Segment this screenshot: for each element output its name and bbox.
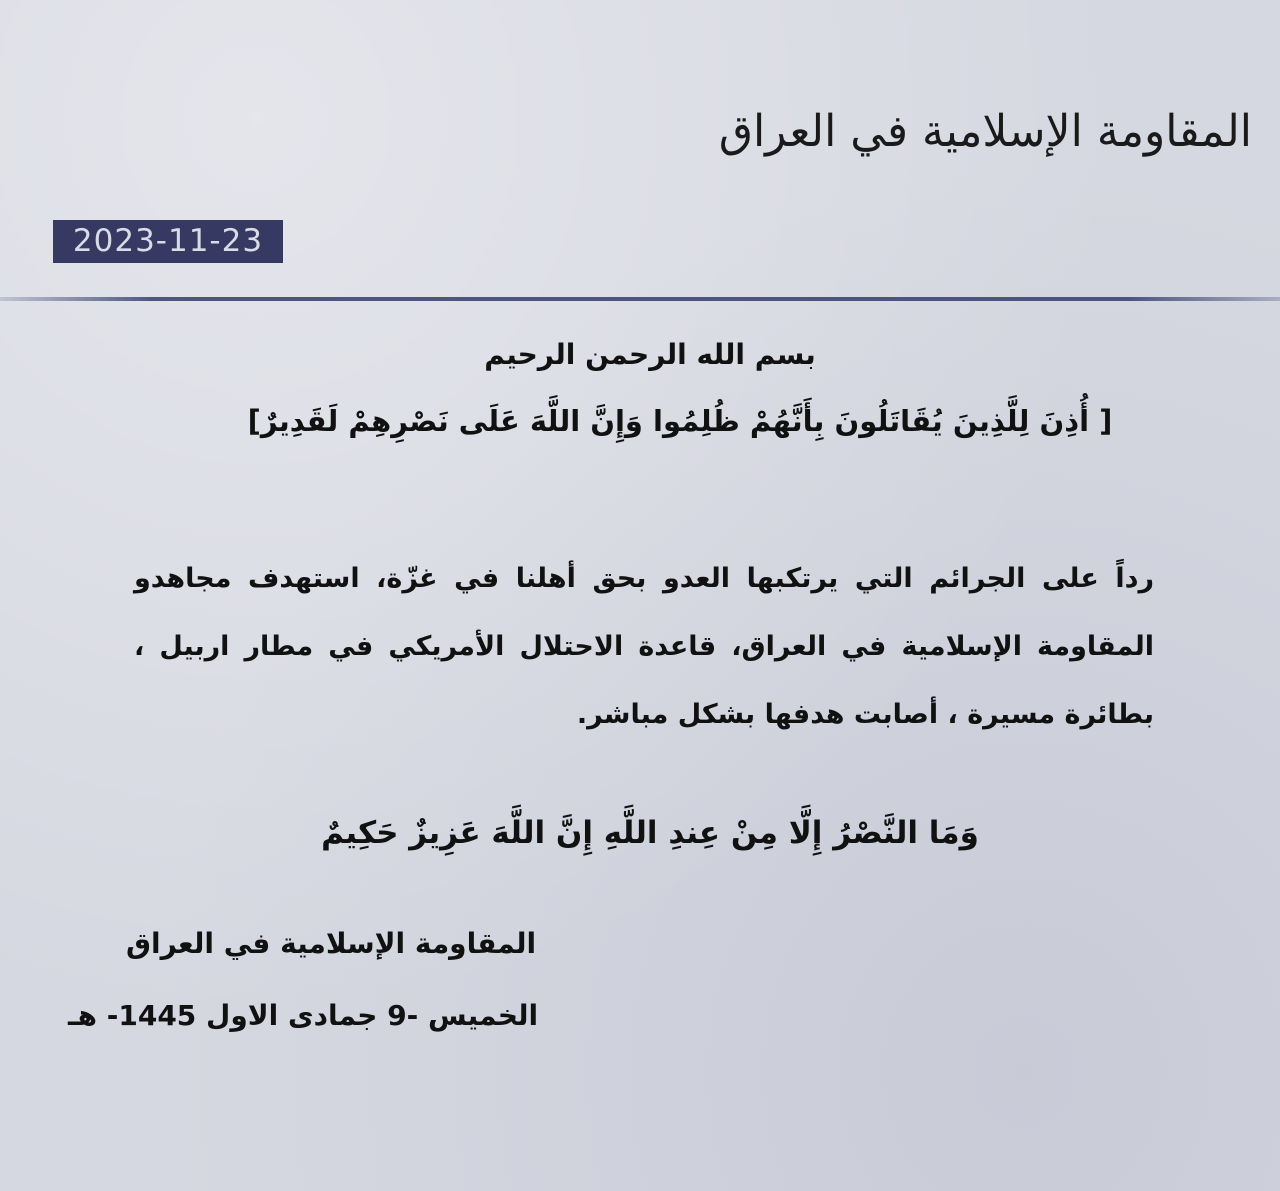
date-badge: 2023-11-23 [53, 220, 283, 263]
signature-name: المقاومة الإسلامية في العراق [126, 927, 537, 960]
header-divider [0, 297, 1280, 301]
statement-body: رداً على الجرائم التي يرتكبها العدو بحق أهلنا في غزّة، استهدف مجاهدو المقاومة الإسلامية في العراق، قاعدة الاحتلال الأمريكي في مطار اربيل ، بطائرة مسيرة ، أصابت هدفها بشكل مباشر. [134, 563, 1154, 730]
logo-calligraphy: المقاومة الإسلامية في العراق [718, 106, 1252, 157]
basmala: بسم الله الرحمن الرحيم [484, 338, 816, 371]
signature-date: الخميس -9 جمادى الاول 1445- هـ [68, 999, 539, 1032]
closing-verse: وَمَا النَّصْرُ إِلَّا مِنْ عِندِ اللَّهِ إِنَّ اللَّهَ عَزِيزٌ حَكِيمٌ [321, 815, 979, 851]
opening-verse: [ أُذِنَ لِلَّذِينَ يُقَاتَلُونَ بِأَنَّهُمْ ظُلِمُوا وَإِنَّ اللَّهَ عَلَى نَصْرِهِمْ لَقَدِيرٌ] [247, 404, 1113, 438]
